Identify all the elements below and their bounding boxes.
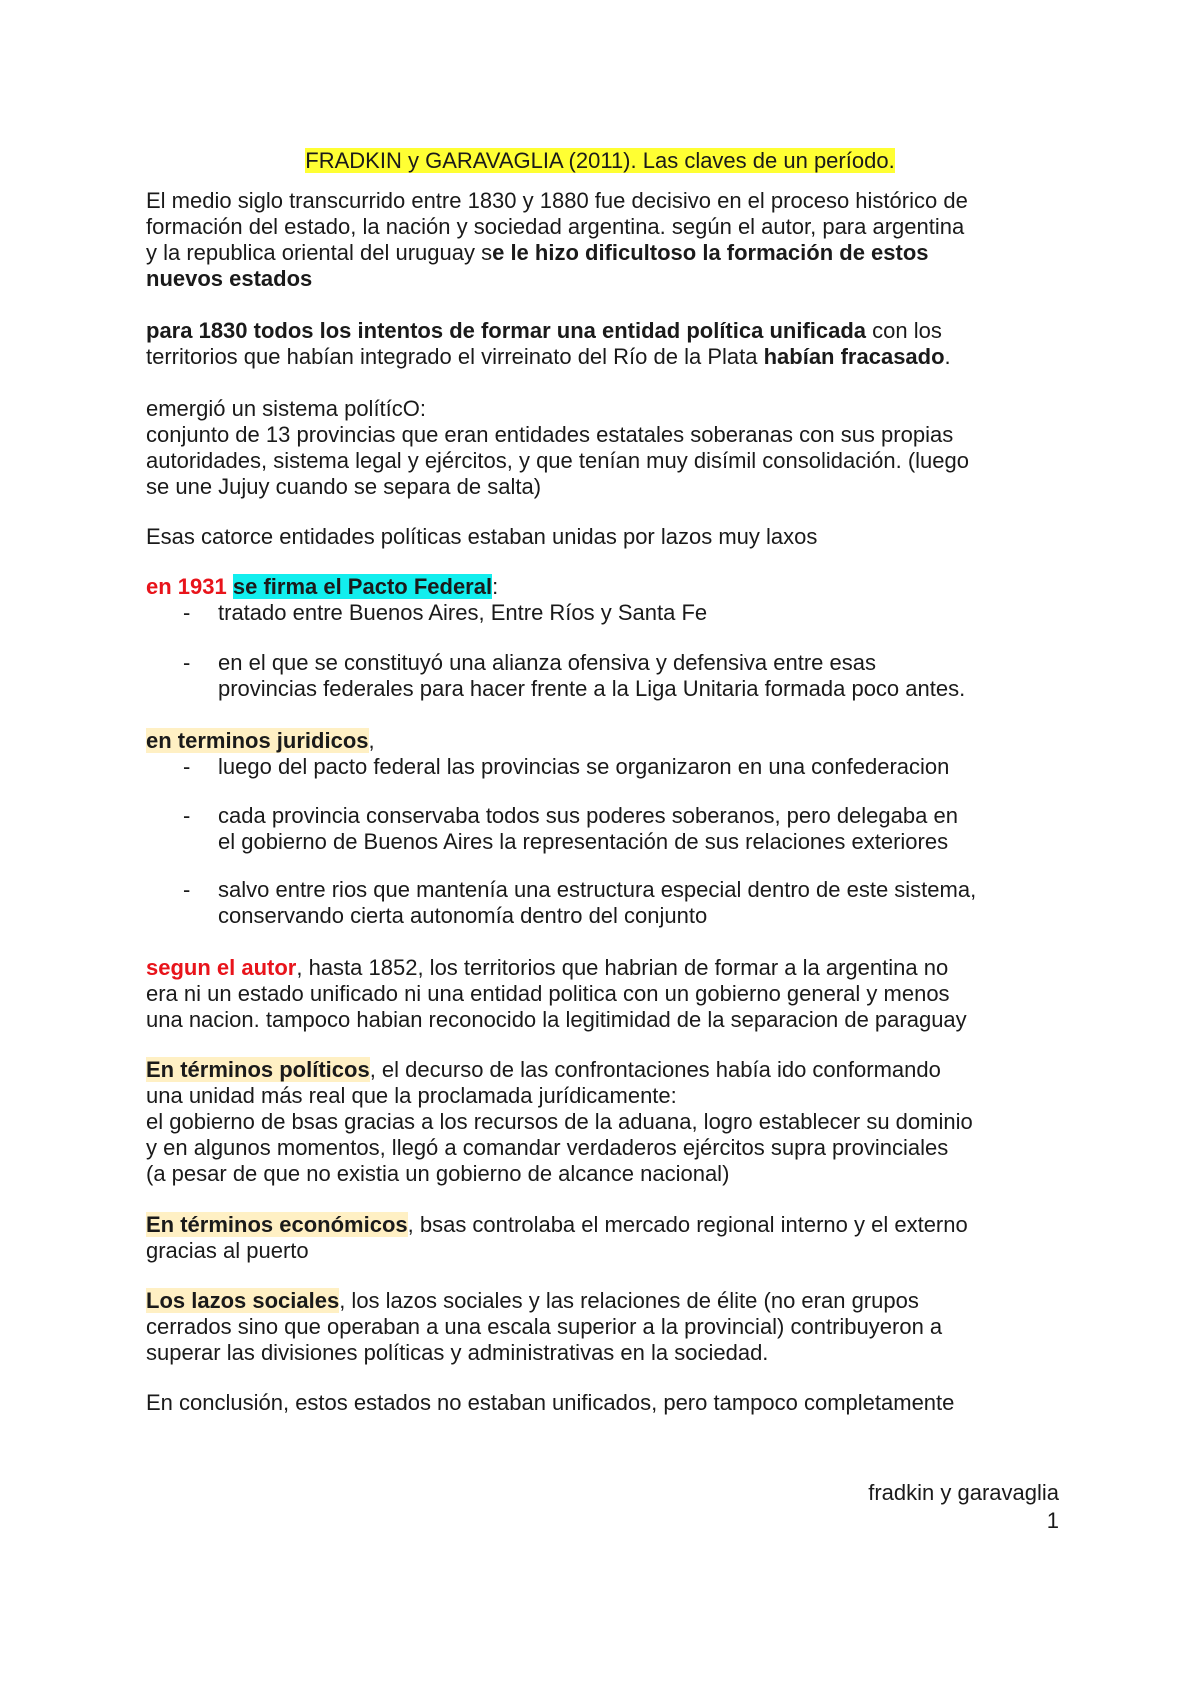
text-line: una nacion. tampoco habian reconocido la legitimidad de la separacion de paraguay — [146, 1007, 967, 1032]
bullet-dash: - — [183, 754, 191, 779]
text-span: , hasta 1852, los territorios que habrian de formar a la argentina no — [296, 955, 949, 980]
highlighted-heading: se firma el Pacto Federal — [232, 574, 493, 599]
text-line: nuevos estados — [146, 266, 313, 291]
text-line — [146, 1288, 919, 1314]
text-span: , el decurso de las confrontaciones había ido conformando — [369, 1057, 941, 1082]
text-span: , los lazos sociales y las relaciones de élite (no eran grupos — [339, 1288, 919, 1313]
document-title — [0, 148, 1200, 174]
bullet-dash: - — [183, 803, 191, 828]
text-line: (a pesar de que no existia un gobierno de alcance nacional) — [146, 1161, 730, 1186]
text-line: conjunto de 13 provincias que eran entidades estatales soberanas con sus propias — [146, 422, 954, 447]
paragraph-catorce: Esas catorce entidades políticas estaban unidas por lazos muy laxos — [146, 524, 818, 549]
text-line — [146, 1212, 968, 1238]
text-line — [146, 318, 942, 344]
year-label: en 1931 — [146, 574, 227, 599]
bold-text: habían fracasado — [763, 344, 945, 369]
text-line: emergió un sistema polítícO: — [146, 396, 427, 421]
highlighted-lead: segun el autor — [146, 955, 297, 980]
text-line — [146, 240, 929, 266]
text-span: , bsas controlaba el mercado regional interno y el externo — [407, 1212, 968, 1237]
pacto-heading — [146, 574, 498, 600]
text-line: autoridades, sistema legal y ejércitos, y que tenían muy disímil consolidación. (luego — [146, 448, 969, 473]
page-number: 1 — [1046, 1508, 1059, 1533]
list-item-text: conservando cierta autonomía dentro del conjunto — [218, 903, 708, 928]
text-span: con los — [866, 318, 942, 343]
text-line: gracias al puerto — [146, 1238, 309, 1263]
bullet-dash: - — [183, 600, 191, 625]
bold-text: e le hizo dificultoso la formación de estos — [492, 240, 929, 265]
list-item-text: salvo entre rios que mantenía una estructura especial dentro de este sistema, — [218, 877, 977, 902]
text-line: era ni un estado unificado ni una entidad politica con un gobierno general y menos — [146, 981, 950, 1006]
text-line: El medio siglo transcurrido entre 1830 y 1880 fue decisivo en el proceso histórico de — [146, 188, 968, 213]
text-line: una unidad más real que la proclamada jurídicamente: — [146, 1083, 677, 1108]
list-item-text: tratado entre Buenos Aires, Entre Ríos y Santa Fe — [218, 600, 708, 625]
bullet-dash: - — [183, 877, 191, 902]
text-line: y en algunos momentos, llegó a comandar verdaderos ejércitos supra provinciales — [146, 1135, 949, 1160]
text-span: : — [492, 574, 499, 599]
list-item-text: provincias federales para hacer frente a la Liga Unitaria formada poco antes. — [218, 676, 966, 701]
text-line: superar las divisiones políticas y administrativas en la sociedad. — [146, 1340, 769, 1365]
paragraph-conclusion: En conclusión, estos estados no estaban unificados, pero tampoco completamente — [146, 1390, 955, 1415]
bold-text: para 1830 todos los intentos de formar una entidad política unificada — [146, 318, 867, 343]
text-span: . — [944, 344, 951, 369]
text-line — [146, 955, 948, 981]
list-item-text: en el que se constituyó una alianza ofensiva y defensiva entre esas — [218, 650, 876, 675]
highlighted-heading: En términos económicos — [146, 1212, 408, 1237]
text-line: el gobierno de bsas gracias a los recursos de la aduana, logro establecer su dominio — [146, 1109, 973, 1134]
highlighted-heading: En términos políticos — [146, 1057, 370, 1082]
text-span: territorios que habían integrado el virreinato del Río de la Plata — [146, 344, 764, 369]
title-text: FRADKIN y GARAVAGLIA (2011). Las claves de un período. — [305, 148, 895, 173]
juridicos-heading — [146, 728, 375, 754]
text-line — [146, 344, 951, 370]
highlighted-heading: en terminos juridicos — [146, 728, 369, 753]
text-span: y la republica oriental del uruguay s — [146, 240, 493, 265]
text-line: formación del estado, la nación y sociedad argentina. según el autor, para argentina — [146, 214, 965, 239]
text-line — [146, 1057, 941, 1083]
text-line: cerrados sino que operaban a una escala superior a la provincial) contribuyeron a — [146, 1314, 943, 1339]
list-item-text: cada provincia conservaba todos sus poderes soberanos, pero delegaba en — [218, 803, 958, 828]
list-item-text: el gobierno de Buenos Aires la representación de sus relaciones exteriores — [218, 829, 949, 854]
footer-label: fradkin y garavaglia — [868, 1480, 1059, 1505]
text-span: , — [368, 728, 375, 753]
highlighted-heading: Los lazos sociales — [146, 1288, 340, 1313]
list-item-text: luego del pacto federal las provincias se organizaron en una confederacion — [218, 754, 950, 779]
text-line: se une Jujuy cuando se separa de salta) — [146, 474, 542, 499]
bullet-dash: - — [183, 650, 191, 675]
